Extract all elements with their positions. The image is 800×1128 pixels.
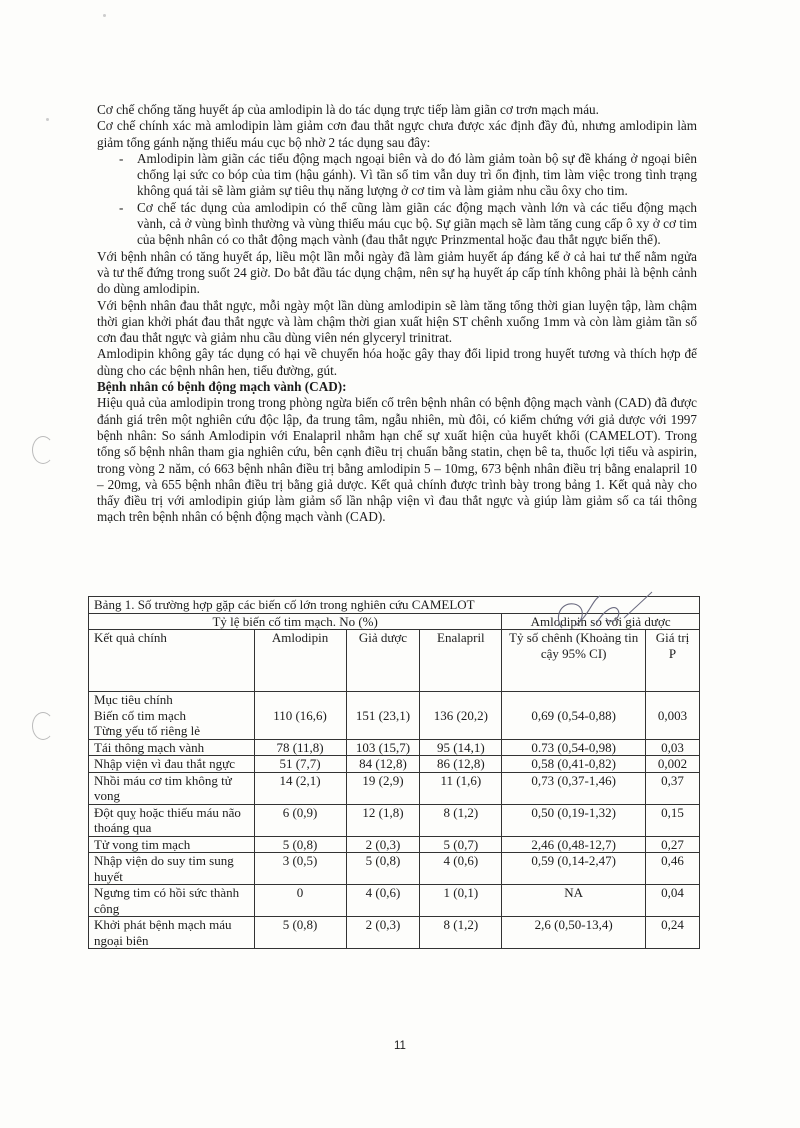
row-value-cell: 8 (1,2) [420, 917, 502, 949]
row-value-cell: 0,69 (0,54-0,88) [502, 692, 646, 740]
page-number: 11 [394, 1040, 406, 1052]
row-label-cell: Ngưng tim có hồi sức thành công [89, 885, 255, 917]
row-value-cell: 0,04 [646, 885, 700, 917]
row-value-cell: 1 (0,1) [420, 885, 502, 917]
row-value-cell: 51 (7,7) [254, 756, 346, 773]
body-text [97, 102, 697, 526]
bullet-dash: - [119, 199, 124, 215]
row-value-cell: 3 (0,5) [254, 853, 346, 885]
row-value-cell: 0,37 [646, 772, 700, 804]
row-label: Biến cố tim mạch [94, 707, 187, 723]
table-row [89, 804, 700, 836]
row-value-cell: 5 (0,8) [254, 836, 346, 853]
row-value-cell: 0,46 [646, 853, 700, 885]
row-value-cell: 136 (20,2) [420, 692, 502, 740]
table-row [89, 739, 700, 756]
handwritten-initial-mark [548, 588, 658, 638]
row-value-cell: 0,58 (0,41-0,82) [502, 756, 646, 773]
row-value-cell: 2 (0,3) [346, 836, 420, 853]
paragraph-hypertension: Với bệnh nhân có tăng huyết áp, liều một lần mỗi ngày đã làm giảm huyết áp đáng kể ở cả hai tư thế nằm ngửa và tư thế đứng trong suốt 24 giờ. Do bắt đầu tác dụng chậm, nên sự hạ huyết áp cấp tính không phải là bệnh cảnh do dùng amlodipin. [97, 248, 697, 297]
list-item-text: Amlodipin làm giãn các tiểu động mạch ngoại biên và do đó làm giảm toàn bộ sự đề kháng ở ngoại biên chống lại sức co bóp của tim (hậu gánh). Vì tần số tim vẫn duy trì ổn định, tim làm việc trong tình trạng không quá tải sẽ làm giảm sự tiêu thụ năng lượng ở cơ tim và làm giảm nhu cầu ôxy cho tim. [137, 150, 697, 199]
row-label-cell: Nhồi máu cơ tim không tử vong [89, 772, 255, 804]
row-value-cell: 103 (15,7) [346, 739, 420, 756]
row-label-cell [89, 692, 255, 740]
table-row [89, 836, 700, 853]
table-body [89, 692, 700, 949]
row-value-cell: 0,27 [646, 836, 700, 853]
punch-hole-mark [32, 436, 54, 464]
paragraph-angina-patients: Với bệnh nhân đau thắt ngực, mỗi ngày một lần dùng amlodipin sẽ làm tăng tổng thời gian luyện tập, làm chậm thời gian khởi phát đau thắt ngực và làm chậm thời gian xuất hiện ST chênh xuống 1mm và còn làm giảm tần số cơn đau thắt ngực và giảm nhu cầu dùng viên nén glyceryl trinitrat. [97, 297, 697, 346]
row-value-cell: 86 (12,8) [420, 756, 502, 773]
row-value-cell: 5 (0,8) [254, 917, 346, 949]
table-row [89, 692, 700, 740]
scan-speck [103, 14, 106, 17]
row-value-cell: 0.73 (0,54-0,98) [502, 739, 646, 756]
row-value-cell: 2 (0,3) [346, 917, 420, 949]
row-value-cell: NA [502, 885, 646, 917]
row-value-cell: 0,003 [646, 692, 700, 740]
row-value-cell: 0,03 [646, 739, 700, 756]
row-value-cell: 4 (0,6) [346, 885, 420, 917]
group-header-event-rate: Tỷ lệ biến cố tim mạch. No (%) [89, 613, 502, 630]
row-value-cell: 8 (1,2) [420, 804, 502, 836]
table-row [89, 885, 700, 917]
row-value-cell: 78 (11,8) [254, 739, 346, 756]
table-row [89, 772, 700, 804]
row-value-cell: 0,002 [646, 756, 700, 773]
camelot-results-table [88, 596, 700, 949]
header-odds-ratio: Tỷ số chênh (Khoảng tin cậy 95% CI) [502, 630, 646, 692]
row-value-cell: 0,50 (0,19-1,32) [502, 804, 646, 836]
header-amlodipin: Amlodipin [254, 630, 346, 692]
row-value-cell: 95 (14,1) [420, 739, 502, 756]
row-value-cell: 0 [254, 885, 346, 917]
row-label-cell: Đột quỵ hoặc thiếu máu não thoáng qua [89, 804, 255, 836]
row-value-cell: 6 (0,9) [254, 804, 346, 836]
header-outcome: Kết quả chính [89, 630, 255, 692]
row-label-cell: Nhập viện vì đau thắt ngực [89, 756, 255, 773]
row-value-cell: 0,73 (0,37-1,46) [502, 772, 646, 804]
list-item-text: Cơ chế tác dụng của amlodipin có thể cũng làm giãn các động mạch vành lớn và các tiểu động mạch vành, cả ở vùng bình thường và vùng thiếu máu cục bộ. Sự giãn mạch sẽ làm tăng cung cấp ô xy ở cơ tim của bệnh nhân có co thắt động mạch vành (đau thắt ngực Prinzmental hoặc đau thắt ngực biến thể). [137, 199, 697, 248]
table-caption: Bảng 1. Số trường hợp gặp các biến cố lớn trong nghiên cứu CAMELOT [89, 597, 700, 614]
section-heading-cad: Bệnh nhân có bệnh động mạch vành (CAD): [97, 379, 347, 395]
header-enalapril: Enalapril [420, 630, 502, 692]
paragraph-metabolic: Amlodipin không gây tác dụng có hại về chuyển hóa hoặc gây thay đổi lipid trong huyết tương và thích hợp để dùng cho các bệnh nhân hen, tiểu đường, gút. [97, 346, 697, 378]
row-value-cell: 0,15 [646, 804, 700, 836]
list-item [97, 200, 697, 249]
row-label-cell: Tái thông mạch vành [89, 739, 255, 756]
paragraph-mechanism: Cơ chế chống tăng huyết áp của amlodipin là do tác dụng trực tiếp làm giãn cơ trơn mạch máu. [97, 102, 599, 117]
bullet-dash: - [119, 150, 124, 166]
group-header-comparison: Amlodipin so với giả dược [502, 613, 700, 630]
row-value-cell: 19 (2,9) [346, 772, 420, 804]
table-row [89, 917, 700, 949]
row-value-cell: 2,46 (0,48-12,7) [502, 836, 646, 853]
row-value-cell: 84 (12,8) [346, 756, 420, 773]
punch-hole-mark [32, 712, 54, 740]
row-value-cell: 110 (16,6) [254, 692, 346, 740]
section-label-individual: Từng yếu tố riêng lẻ [94, 723, 200, 738]
table-header-row [89, 630, 700, 692]
section-label-primary: Mục tiêu chính [94, 692, 173, 707]
row-label-cell: Nhập viện do suy tim sung huyết [89, 853, 255, 885]
paragraph-camelot: Hiệu quả của amlodipin trong trong phòng ngừa biến cố trên bệnh nhân có bệnh động mạch vành (CAD) đã được đánh giá trên một nghiên cứu độc lập, đa trung tâm, ngẫu nhiên, mù đôi, có kiểm chứng với giả dược với 1997 bệnh nhân: So sánh Amlodipin với Enalapril nhằm hạn chế sự xuất hiện của huyết khối (CAMELOT). Trong tổng số bệnh nhân tham gia nghiên cứu, bên cạnh điều trị chuẩn bằng statin, chẹn bê ta, thuốc lợi tiểu và aspirin, trong vòng 2 năm, có 663 bệnh nhân điều trị bằng amlodipin 5 – 10mg, 673 bệnh nhân điều trị bằng enalapril 10 – 20mg, và 655 bệnh nhân điều trị bằng giả dược. Kết quả chính được trình bày trong bảng 1. Kết quả này cho thấy điều trị với amlodipin giúp làm giảm số lần nhập viện vì đau thắt ngực và giúp làm giảm số ca tái thông mạch trên bệnh nhân có bệnh động mạch vành (CAD). [97, 395, 697, 525]
row-label-cell: Khởi phát bệnh mạch máu ngoại biên [89, 917, 255, 949]
row-label-cell: Tử vong tim mạch [89, 836, 255, 853]
row-value-cell: 151 (23,1) [346, 692, 420, 740]
row-value-cell: 5 (0,7) [420, 836, 502, 853]
row-value-cell: 5 (0,8) [346, 853, 420, 885]
paragraph-angina-mechanism: Cơ chế chính xác mà amlodipin làm giảm cơn đau thắt ngực chưa được xác định đầy đủ, nhưng amlodipin làm giảm tổng gánh nặng thiếu máu cục bộ nhờ 2 tác dụng sau đây: [97, 118, 697, 150]
row-value-cell: 14 (2,1) [254, 772, 346, 804]
row-value-cell: 2,6 (0,50-13,4) [502, 917, 646, 949]
row-value-cell: 0,59 (0,14-2,47) [502, 853, 646, 885]
row-value-cell: 4 (0,6) [420, 853, 502, 885]
header-placebo: Giả dược [346, 630, 420, 692]
mechanism-list [97, 151, 697, 249]
row-value-cell: 12 (1,8) [346, 804, 420, 836]
header-p-value: Giá trị P [646, 630, 700, 692]
list-item [97, 151, 697, 200]
scan-speck [46, 118, 49, 121]
row-value-cell: 11 (1,6) [420, 772, 502, 804]
table-row [89, 756, 700, 773]
table-row [89, 853, 700, 885]
row-value-cell: 0,24 [646, 917, 700, 949]
